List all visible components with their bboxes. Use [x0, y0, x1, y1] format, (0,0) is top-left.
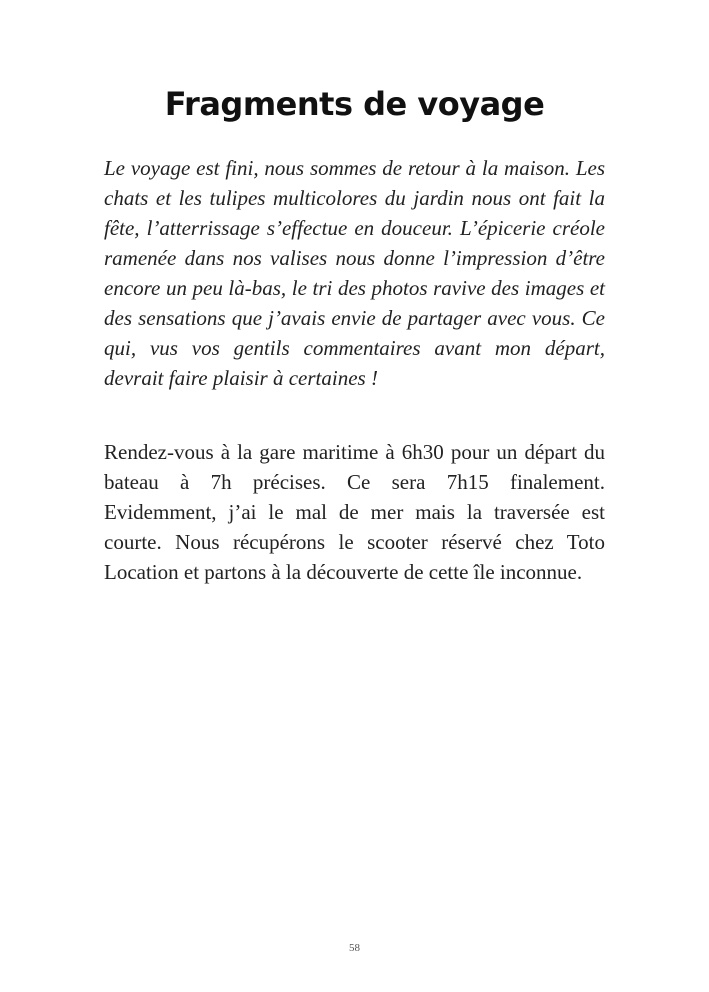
body-paragraph: Rendez-vous à la gare maritime à 6h30 pour un départ du bateau à 7h précises. Ce sera 7h15 finalement. Evidemment, j’ai le mal de mer mais la traversée est courte. Nous récupérons le scooter réservé chez Toto Location et partons à la découverte de cette île inconnue. — [104, 440, 605, 584]
page-title: Fragments de voyage — [164, 85, 545, 123]
page-number: 58 — [349, 942, 360, 954]
intro-paragraph: Le voyage est fini, nous sommes de retour à la maison. Les chats et les tulipes multicolores du jardin nous ont fait la fête, l’atterrissage s’effectue en douceur. L’épicerie créole ramenée dans nos valises nous donne l’impression d’être encore un peu là-bas, le tri des photos ravive des images et des sensations que j’avais envie de partager avec vous. Ce qui, vus vos gentils commentaires avant mon départ, devrait faire plaisir à certaines ! — [104, 156, 605, 390]
